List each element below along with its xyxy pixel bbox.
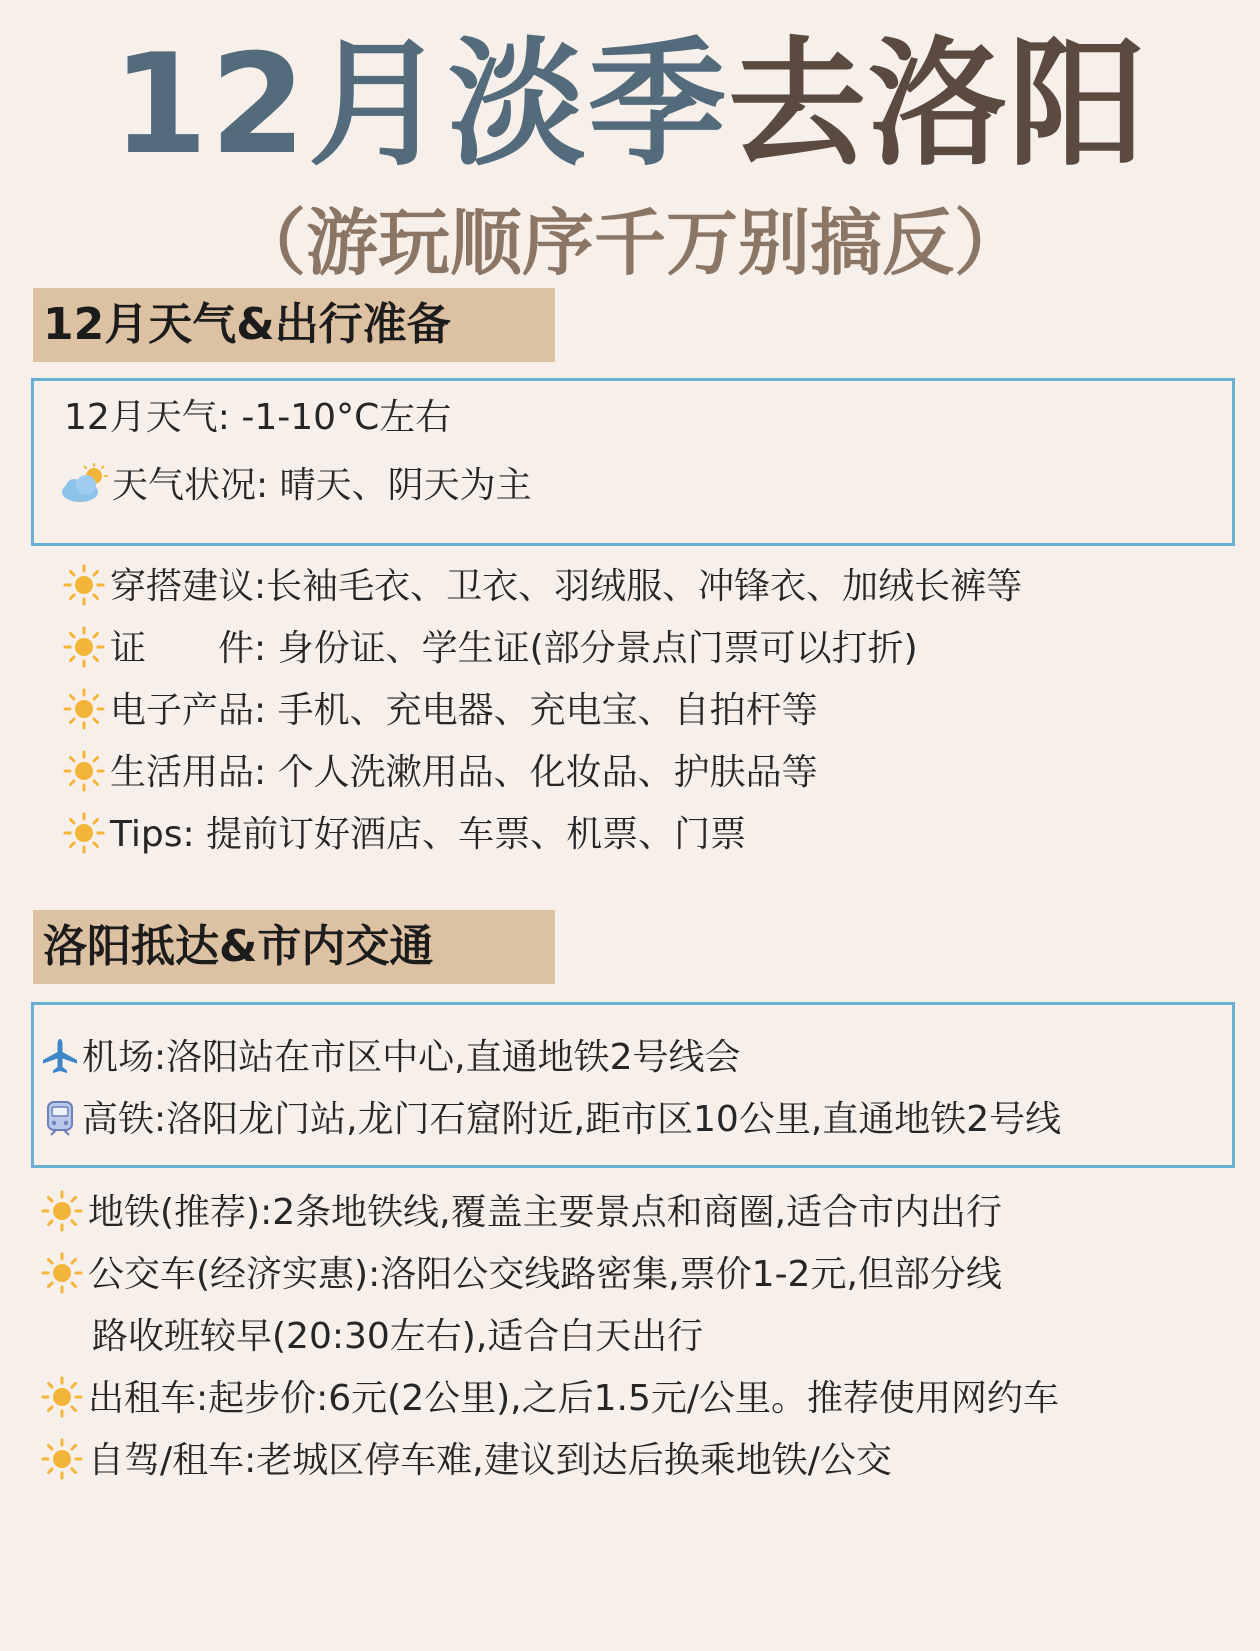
transport-item xyxy=(40,1376,1059,1422)
sun-icon xyxy=(62,811,106,855)
title-part-2: 去洛阳 xyxy=(728,24,1149,185)
transport-item-text: 自驾/租车:老城区停车难,建议到达后换乘地铁/公交 xyxy=(88,1440,892,1481)
airport-row xyxy=(40,1035,740,1081)
weather-condition-row xyxy=(58,463,532,509)
sun-icon xyxy=(62,563,106,607)
section-heading-weather: 12月天气&出行准备 xyxy=(33,288,555,362)
prep-item-text: 个人洗漱用品、化妆品、护肤品等 xyxy=(266,752,818,793)
transport-item-text: 公交车(经济实惠):洛阳公交线路密集,票价1-2元,但部分线 xyxy=(88,1254,1002,1295)
prep-item xyxy=(62,812,746,858)
airplane-icon xyxy=(40,1036,80,1076)
transport-item-text: 地铁(推荐):2条地铁线,覆盖主要景点和商圈,适合市内出行 xyxy=(88,1192,1003,1233)
page-title xyxy=(0,24,1260,185)
rail-text: 高铁:洛阳龙门站,龙门石窟附近,距市区10公里,直通地铁2号线 xyxy=(82,1099,1062,1140)
title-part-1: 12月淡季 xyxy=(111,24,729,185)
prep-item-text: 手机、充电器、充电宝、自拍杆等 xyxy=(266,690,818,731)
transport-item-text: 出租车:起步价:6元(2公里),之后1.5元/公里。推荐使用网约车 xyxy=(88,1378,1059,1419)
weather-temperature: 12月天气: -1-10°C左右 xyxy=(64,397,452,438)
prep-item-label: 穿搭建议: xyxy=(110,566,267,607)
prep-item xyxy=(62,750,818,796)
prep-item-label: 电子产品: xyxy=(110,690,267,731)
section-heading-transport: 洛阳抵达&市内交通 xyxy=(33,910,555,984)
prep-item xyxy=(62,626,918,672)
sun-icon xyxy=(40,1375,84,1419)
prep-item-text: 长袖毛衣、卫衣、羽绒服、冲锋衣、加绒长裤等 xyxy=(266,566,1023,607)
prep-item-text: 身份证、学生证(部分景点门票可以打折) xyxy=(266,628,918,669)
train-icon xyxy=(40,1098,80,1138)
prep-item-text: 提前订好酒店、车票、机票、门票 xyxy=(194,814,747,855)
sun-behind-cloud-icon xyxy=(58,463,110,505)
sun-icon xyxy=(40,1251,84,1295)
transport-item-continuation: 路收班较早(20:30左右),适合白天出行 xyxy=(92,1316,704,1357)
sun-icon xyxy=(62,749,106,793)
sun-icon xyxy=(62,625,106,669)
rail-row xyxy=(40,1097,1061,1143)
prep-item xyxy=(62,564,1022,610)
sun-icon xyxy=(62,687,106,731)
airport-text: 机场:洛阳站在市区中心,直通地铁2号线会 xyxy=(82,1037,741,1078)
sun-icon xyxy=(40,1437,84,1481)
transport-item xyxy=(40,1438,892,1484)
prep-item xyxy=(62,688,818,734)
sun-icon xyxy=(40,1189,84,1233)
transport-item xyxy=(40,1190,1002,1236)
page-subtitle: （游玩顺序千万别搞反） xyxy=(233,201,1026,285)
prep-item-label: Tips: xyxy=(110,814,195,855)
weather-condition-text: 天气状况: 晴天、阴天为主 xyxy=(112,465,532,506)
arrival-box xyxy=(31,1002,1235,1168)
prep-item-label: 生活用品: xyxy=(110,752,267,793)
transport-item xyxy=(40,1252,1002,1298)
weather-box xyxy=(31,378,1235,546)
prep-item-label: 证 件: xyxy=(110,628,267,669)
